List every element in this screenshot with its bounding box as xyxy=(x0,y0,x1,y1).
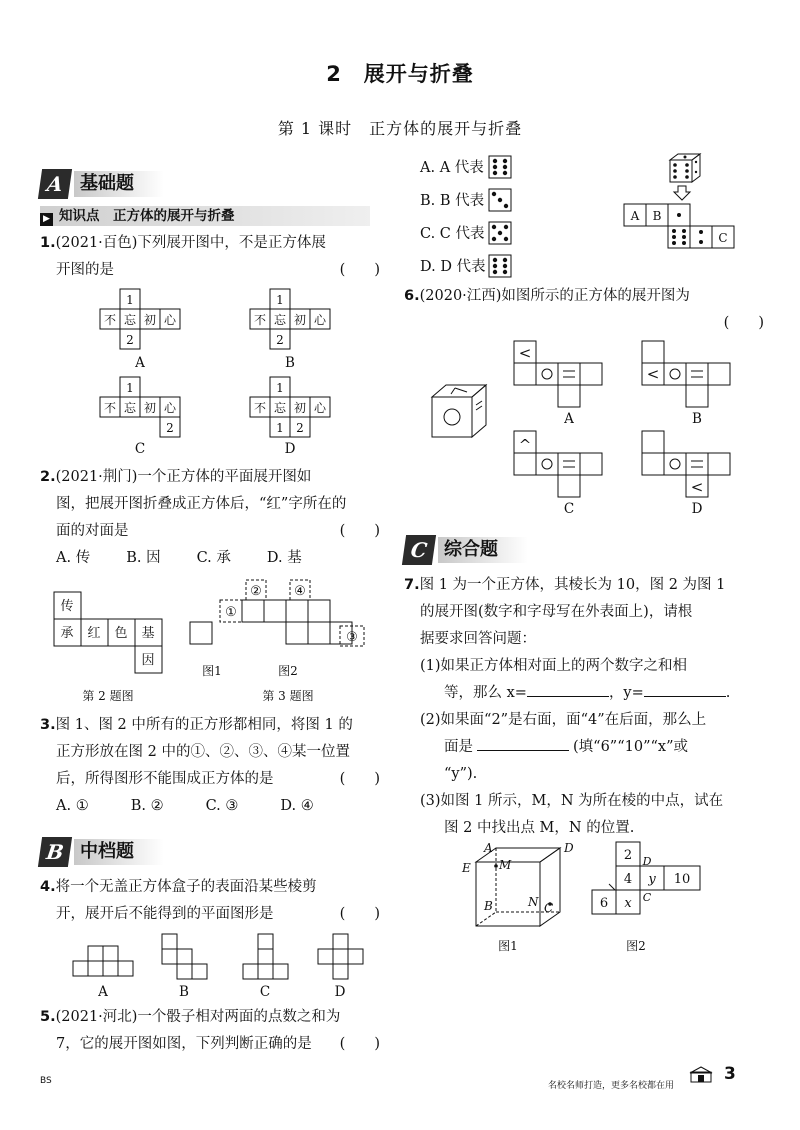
q1-c-cell-xin: 心 xyxy=(163,401,177,415)
question-6-figures xyxy=(404,335,764,520)
q4-label-b: B xyxy=(179,984,189,1000)
q6-b-symbol: < xyxy=(646,365,660,383)
q6-cube xyxy=(432,385,486,437)
q1-d-cell-1: 1 xyxy=(276,421,284,435)
section-b-badge: B xyxy=(38,837,72,867)
question-7-part2-line3: “y”). xyxy=(444,766,478,782)
knowledge-point-bar xyxy=(40,206,370,226)
q2-caption: 第 2 题图 xyxy=(82,689,134,703)
question-7-part1-y-label: ，y= xyxy=(608,685,644,701)
question-7-line2: 的展开图(数字和字母写在外表面上)，请根 xyxy=(420,604,693,620)
question-6 xyxy=(404,283,764,337)
question-2-answer-paren: ( ) xyxy=(339,523,380,539)
q7-net-c: C xyxy=(642,891,652,904)
question-7-part2-line1: (2)如果面“2”是右面，面“4”在后面，那么上 xyxy=(420,712,707,728)
question-3-answer-paren: ( ) xyxy=(339,771,380,787)
q1-c-cell-bu: 不 xyxy=(103,401,117,415)
question-5-option-c: C. C 代表 xyxy=(420,226,485,242)
question-7-part3-line1: (3)如图 1 所示，M，N 为所在棱的中点，试在 xyxy=(420,793,724,809)
question-7-y-blank[interactable] xyxy=(644,682,726,697)
q1-d-cell-bu: 不 xyxy=(253,401,267,415)
q2-cell-chuan: 传 xyxy=(60,599,74,614)
section-c-header xyxy=(404,534,528,566)
question-1-answer-paren: ( ) xyxy=(339,262,380,278)
publisher-logo-icon xyxy=(688,1066,714,1084)
q5-net-label-c: C xyxy=(718,231,728,245)
q3-fig2-dashed xyxy=(220,580,364,646)
question-7-number: 7. xyxy=(404,577,420,593)
q3-fig2-net xyxy=(242,600,352,644)
q6-c-symbol: ^ xyxy=(518,436,532,454)
question-7-part2-label: 面是 xyxy=(444,739,473,755)
q1-a-cell-wang: 忘 xyxy=(123,313,137,327)
question-5-answer-paren: ( ) xyxy=(339,1036,380,1052)
q6-label-d: D xyxy=(691,501,703,517)
question-5-option-d: D. D 代表 xyxy=(420,259,486,275)
footer-slogan: 名校名师打造，更多名校都在用 xyxy=(548,1081,675,1091)
question-3-line1: 图 1、图 2 中所有的正方形都相同，将图 1 的 xyxy=(55,717,353,733)
q7-cube-label-n: N xyxy=(528,895,539,909)
q7-net-y: y xyxy=(648,872,656,887)
question-4-line2: 开，展开后不能得到的平面图形是 xyxy=(56,906,274,922)
question-4 xyxy=(40,874,380,928)
question-5-dice-options xyxy=(488,154,518,280)
question-7-line3: 据要求回答问题： xyxy=(420,631,536,647)
question-2-option-b: B. 因 xyxy=(126,550,161,566)
question-3-line3: 后，所得图形不能围成正方体的是 xyxy=(56,771,274,787)
q4-figure-b xyxy=(162,934,207,979)
question-3-option-c: C. ③ xyxy=(205,798,239,814)
question-6-number: 6. xyxy=(404,288,420,304)
question-7-figures xyxy=(404,838,764,958)
question-2 xyxy=(40,464,380,572)
q1-b-cell-bu: 不 xyxy=(253,313,267,327)
q1-label-d: D xyxy=(284,441,296,455)
question-3-option-b: B. ② xyxy=(130,798,164,814)
section-a-header xyxy=(40,168,164,200)
q7-cube-label-m: M xyxy=(499,858,512,872)
q7-net-4: 4 xyxy=(623,872,633,887)
q1-d-cell-2: 2 xyxy=(296,421,304,435)
section-c-label: 综合题 xyxy=(438,537,528,563)
q7-net-10: 10 xyxy=(673,872,691,887)
knowledge-point-tag: 知识点 xyxy=(59,208,100,224)
question-7: 7.图 1 为一个正方体，其棱长为 10，图 2 为图 1 的展开图(数字和字母写在外表面上)，请根 据要求回答问题： (1)如果正方体相对面上的两个数字之和相 等，那么 x= ，y= . (2)如果面“2”是右面，面“4”在后面，那么上 面是 (填“6”“10”“x”或 “y”). (3)如图 1 所示，M，N 为所在棱的中点，试在 图 2 中找出点 M，N 的位置. xyxy=(404,572,764,842)
q1-label-b: B xyxy=(285,355,295,371)
q6-d-symbol: < xyxy=(690,478,704,496)
q4-label-c: C xyxy=(259,984,271,1000)
question-7-top-face-blank[interactable] xyxy=(477,736,569,751)
play-icon: ▶ xyxy=(40,213,53,226)
question-5-options xyxy=(420,152,540,284)
q7-cube-label-a: A xyxy=(484,841,493,855)
q1-d-cell-wang: 忘 xyxy=(273,401,287,415)
question-5-option-b: B. B 代表 xyxy=(420,193,485,209)
q3-mark-3: ③ xyxy=(346,630,358,645)
q7-cube-label-e: E xyxy=(462,861,471,875)
knowledge-point-text: 正方体的展开与折叠 xyxy=(113,208,235,224)
section-c-badge: C xyxy=(402,535,436,565)
question-5-number: 5. xyxy=(40,1009,56,1025)
q6-a-symbol: < xyxy=(518,344,532,362)
q3-fig1-label: 图1 xyxy=(202,664,222,678)
question-7-part1-x-label: 等，那么 x= xyxy=(444,685,527,701)
q3-caption: 第 3 题图 xyxy=(262,689,314,703)
section-a-badge: A xyxy=(38,169,72,199)
question-2-option-d: D. 基 xyxy=(266,550,302,566)
question-1-number: 1. xyxy=(40,235,56,251)
q1-a-cell-xin: 心 xyxy=(163,313,177,327)
q1-a-cell-2: 2 xyxy=(126,333,134,347)
page-number: 3 xyxy=(724,1064,736,1084)
question-7-part3-line2: 图 2 中找出点 M，N 的位置. xyxy=(444,820,635,836)
q3-mark-4: ④ xyxy=(294,584,306,599)
q1-b-cell-chu: 初 xyxy=(293,313,307,327)
question-7-part2-hint: (填“6”“10”“x”或 xyxy=(573,739,688,755)
question-7-x-blank[interactable] xyxy=(527,682,609,697)
question-2-option-a: A. 传 xyxy=(56,550,91,566)
question-3-line2: 正方形放在图 2 中的①、②、③、④某一位置 xyxy=(56,744,350,760)
die-three-icon xyxy=(492,192,508,208)
q7-net-x: x xyxy=(624,896,632,911)
section-b-label: 中档题 xyxy=(74,839,164,865)
q7-net-6: 6 xyxy=(599,896,609,911)
question-2-line2: 图，把展开图折叠成正方体后，“红”字所在的 xyxy=(56,496,347,512)
down-arrow-icon xyxy=(674,186,690,200)
question-2-line1: (2021·荆门)一个正方体的平面展开图如 xyxy=(55,469,312,485)
q1-c-cell-chu: 初 xyxy=(143,401,157,415)
question-1-line1: (2021·百色)下列展开图中，不是正方体展 xyxy=(55,235,326,251)
q4-label-d: D xyxy=(334,984,346,1000)
question-5-option-a: A. A 代表 xyxy=(420,160,484,176)
question-5-line2: 7，它的展开图如图，下列判断正确的是 xyxy=(56,1036,312,1052)
q1-a-cell-1: 1 xyxy=(126,293,134,307)
q7-fig2-label: 图2 xyxy=(626,939,646,953)
die-six-icon xyxy=(493,258,507,274)
q6-label-a: A xyxy=(564,411,574,427)
question-5-die-net xyxy=(600,150,760,260)
q4-figure-c xyxy=(243,934,288,979)
question-1-figures xyxy=(40,285,380,455)
q3-fig1-square xyxy=(190,622,212,644)
q1-a-cell-bu: 不 xyxy=(103,313,117,327)
question-2-number: 2. xyxy=(40,469,56,485)
question-4-number: 4. xyxy=(40,879,56,895)
q1-b-cell-2: 2 xyxy=(276,333,284,347)
q3-mark-2: ② xyxy=(250,584,262,599)
question-4-figures xyxy=(40,930,380,1002)
page-title: 2 展开与折叠 xyxy=(326,62,474,86)
q1-b-cell-wang: 忘 xyxy=(273,313,287,327)
question-7-line1: 图 1 为一个正方体，其棱长为 10，图 2 为图 1 xyxy=(419,577,726,593)
q1-c-cell-1: 1 xyxy=(126,381,134,395)
section-a-label: 基础题 xyxy=(74,171,164,197)
q1-b-cell-1: 1 xyxy=(276,293,284,307)
q1-a-cell-chu: 初 xyxy=(143,313,157,327)
q1-d-cell-1-top: 1 xyxy=(276,381,284,395)
question-2-option-c: C. 承 xyxy=(196,550,231,566)
q1-label-a: A xyxy=(135,355,145,371)
q4-figure-a xyxy=(73,946,133,976)
lesson-subtitle: 第 1 课时 正方体的展开与折叠 xyxy=(277,119,523,138)
q3-fig2-label: 图2 xyxy=(278,664,298,678)
q1-d-cell-xin: 心 xyxy=(313,401,327,415)
question-6-answer-paren: ( ) xyxy=(723,315,764,331)
q4-figure-d xyxy=(318,934,363,979)
q2-cell-ji: 基 xyxy=(141,626,155,641)
question-5 xyxy=(40,1004,380,1058)
q6-net-d xyxy=(642,431,730,497)
q3-mark-1: ① xyxy=(225,605,237,620)
q1-label-c: C xyxy=(134,441,146,455)
q7-net-2: 2 xyxy=(623,848,633,863)
q5-net-label-a: A xyxy=(630,209,640,223)
q1-c-cell-2: 2 xyxy=(166,421,174,435)
q2-cell-yin: 因 xyxy=(141,653,155,668)
die-five-icon xyxy=(492,225,508,241)
question-4-answer-paren: ( ) xyxy=(339,906,380,922)
q7-cube-label-d: D xyxy=(564,841,574,855)
section-b-header xyxy=(40,836,164,868)
q7-fig1-label: 图1 xyxy=(498,939,518,953)
q6-label-b: B xyxy=(692,411,702,427)
q7-cube-label-c: C xyxy=(544,901,554,915)
q4-label-a: A xyxy=(98,984,108,1000)
q5-net-label-b: B xyxy=(652,209,662,223)
q6-label-c: C xyxy=(563,501,575,517)
question-3-number: 3. xyxy=(40,717,56,733)
q7-cube-label-b: B xyxy=(484,899,493,913)
question-3-option-a: A. ① xyxy=(56,798,89,814)
q7-net-d: D xyxy=(642,855,652,868)
question-5-line1: (2021·河北)一个骰子相对两面的点数之和为 xyxy=(55,1009,341,1025)
question-3 xyxy=(40,712,380,820)
q2-cell-se: 色 xyxy=(114,626,128,641)
footer-edition: BS xyxy=(40,1076,52,1086)
q1-c-cell-wang: 忘 xyxy=(123,401,137,415)
die-six-icon xyxy=(493,159,507,175)
q2-cell-hong: 红 xyxy=(87,626,101,641)
question-1 xyxy=(40,230,380,284)
q1-b-cell-xin: 心 xyxy=(313,313,327,327)
question-1-line2: 开图的是 xyxy=(56,262,114,278)
question-4-line1: 将一个无盖正方体盒子的表面沿某些棱剪 xyxy=(55,879,317,895)
question-7-part1-line1: (1)如果正方体相对面上的两个数字之和相 xyxy=(420,658,688,674)
q1-d-cell-chu: 初 xyxy=(293,401,307,415)
q2-cell-cheng: 承 xyxy=(60,626,74,641)
question-6-line1: (2020·江西)如图所示的正方体的展开图为 xyxy=(419,288,690,304)
question-2-3-figures xyxy=(40,578,380,708)
question-3-option-d: D. ④ xyxy=(280,798,314,814)
question-2-line3: 面的对面是 xyxy=(56,523,129,539)
